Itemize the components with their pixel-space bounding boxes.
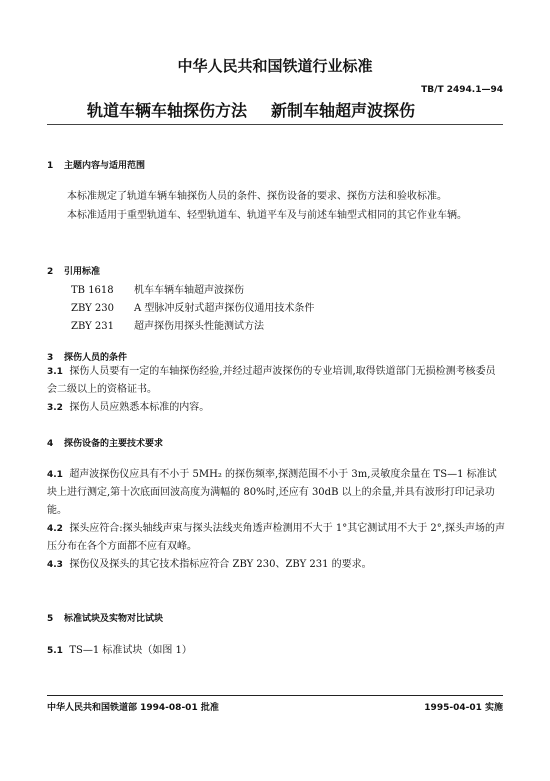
section-heading-2 bbox=[47, 264, 100, 277]
reference-code: ZBY 231 bbox=[71, 321, 114, 332]
issuing-body-title: 中华人民共和国铁道行业标准 bbox=[177, 57, 373, 75]
clause-3-1 bbox=[47, 363, 505, 399]
reference-row bbox=[71, 299, 314, 314]
section-title: 主题内容与适用范围 bbox=[64, 161, 146, 171]
clause-label: 4.3 bbox=[47, 560, 63, 570]
clause-text: TS—1 标准试块（如图 1） bbox=[69, 645, 192, 656]
standard-number: TB/T 2494.1—94 bbox=[421, 85, 503, 95]
clause-label: 4.2 bbox=[47, 524, 63, 534]
header-rule bbox=[47, 124, 503, 125]
reference-name: A 型脉冲反射式超声探伤仪通用技术条件 bbox=[134, 303, 315, 314]
reference-code: ZBY 230 bbox=[71, 303, 114, 314]
clause-4-3 bbox=[47, 556, 505, 574]
reference-row bbox=[71, 281, 244, 296]
approval-note: 中华人民共和国铁道部 1994-08-01 批准 bbox=[47, 703, 219, 713]
clause-5-1 bbox=[47, 642, 505, 660]
section-title: 引用标准 bbox=[64, 267, 101, 277]
section-title: 探伤设备的主要技术要求 bbox=[64, 439, 164, 449]
section-title: 标准试块及实物对比试块 bbox=[64, 614, 164, 624]
reference-row bbox=[71, 317, 264, 332]
effective-date: 1995-04-01 实施 bbox=[424, 703, 503, 713]
document-title-main: 轨道车辆车轴探伤方法 bbox=[87, 101, 248, 120]
section-heading-5 bbox=[47, 611, 163, 624]
reference-name: 超声探伤用探头性能测试方法 bbox=[134, 321, 264, 332]
section-number: 1 bbox=[47, 161, 54, 171]
clause-label: 5.1 bbox=[47, 646, 63, 656]
reference-code: TB 1618 bbox=[71, 285, 114, 296]
clause-text: 探伤仪及探头的其它技术指标应符合 ZBY 230、ZBY 231 的要求。 bbox=[69, 559, 372, 570]
section-number: 3 bbox=[47, 353, 54, 363]
section-number: 5 bbox=[47, 614, 54, 624]
document-title-sub: 新制车轴超声波探伤 bbox=[271, 101, 416, 120]
section-heading-3 bbox=[47, 350, 127, 363]
footer-rule bbox=[47, 695, 503, 696]
clause-4-1 bbox=[47, 466, 505, 520]
clause-label: 3.2 bbox=[47, 403, 63, 413]
clause-text: 探头应符合:探头轴线声束与探头法线夹角透声检测用不大于 1°其它测试用不大于 2°,探头声场的声压分布在各个方面都不应有双峰。 bbox=[47, 523, 505, 552]
section-1-paragraph-1: 本标准规定了轨道车辆车轴探伤人员的条件、探伤设备的要求、探伤方法和验收标准。 bbox=[67, 191, 447, 202]
clause-3-2 bbox=[47, 399, 505, 417]
document-title bbox=[87, 98, 415, 121]
clause-label: 3.1 bbox=[47, 367, 63, 377]
clause-4-2 bbox=[47, 520, 505, 556]
section-heading-4 bbox=[47, 436, 163, 449]
section-number: 2 bbox=[47, 267, 54, 277]
clause-text: 探伤人员要有一定的车轴探伤经验,并经过超声波探伤的专业培训,取得铁道部门无损检测考核委员会二级以上的资格证书。 bbox=[47, 366, 496, 395]
section-number: 4 bbox=[47, 439, 54, 449]
section-title: 探伤人员的条件 bbox=[64, 353, 128, 363]
clause-text: 探伤人员应熟悉本标准的内容。 bbox=[69, 402, 210, 413]
section-1-paragraph-2: 本标准适用于重型轨道车、轻型轨道车、轨道平车及与前述车轴型式相同的其它作业车辆。 bbox=[67, 210, 467, 221]
section-heading-1 bbox=[47, 158, 145, 171]
reference-name: 机车车辆车轴超声波探伤 bbox=[134, 285, 244, 296]
clause-text: 超声波探伤仪应具有不小于 5MH₂ 的探伤频率,探测范围不小于 3m,灵敏度余量在 TS—1 标准试块上进行测定,第十次底面回波高度为满幅的 80%时,还应有 30dB 以上的余量,并具有波形打印记录功能。 bbox=[47, 469, 497, 516]
clause-label: 4.1 bbox=[47, 470, 63, 480]
